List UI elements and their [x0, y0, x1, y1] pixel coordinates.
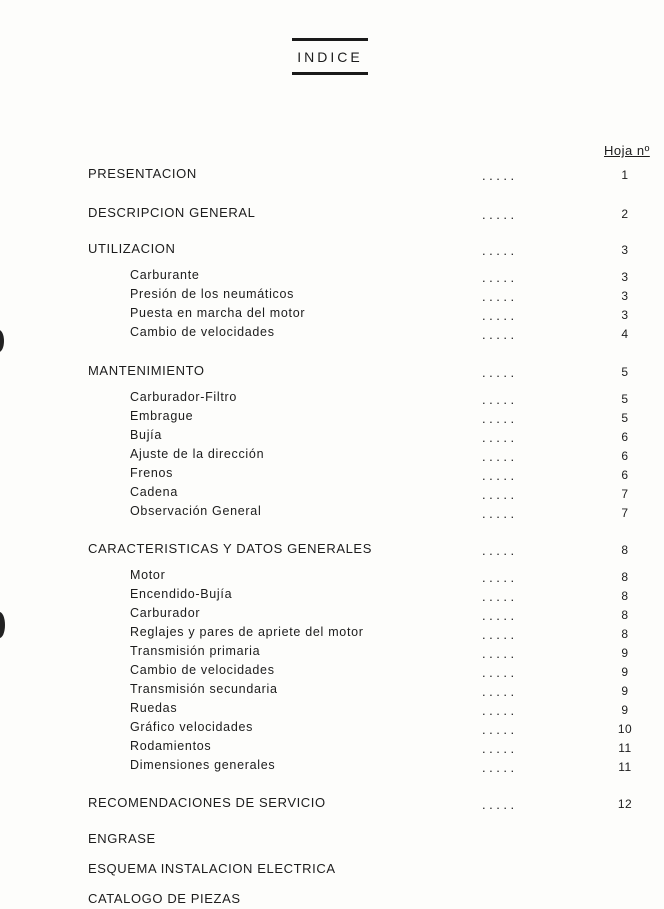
- toc-entry-leader-dots: .....: [482, 392, 518, 407]
- toc-entry: [0, 447, 664, 465]
- toc-entry-page-number: 10: [617, 722, 633, 736]
- toc-entry: [0, 891, 664, 909]
- toc-entry-leader-dots: .....: [482, 449, 518, 464]
- toc-entry-label: MANTENIMIENTO: [88, 363, 205, 378]
- title-rule-bottom: [292, 72, 368, 75]
- toc-entry-label: Encendido-Bujía: [130, 587, 233, 601]
- toc-entry-leader-dots: .....: [482, 207, 518, 222]
- toc-entry-leader-dots: .....: [482, 430, 518, 445]
- toc-entry-label: Carburador: [130, 606, 201, 620]
- toc-entry-label: ESQUEMA INSTALACION ELECTRICA: [88, 861, 336, 876]
- toc-entry-page-number: 7: [621, 506, 629, 520]
- toc-entry-leader-dots: .....: [482, 365, 518, 380]
- toc-entry-leader-dots: .....: [482, 797, 518, 812]
- toc-entry-label: CARACTERISTICAS Y DATOS GENERALES: [88, 541, 372, 556]
- toc-entry-label: Puesta en marcha del motor: [130, 306, 306, 320]
- toc-entry: [0, 205, 664, 223]
- toc-entry-label: Ajuste de la dirección: [130, 447, 265, 461]
- toc-entry-leader-dots: .....: [482, 308, 518, 323]
- toc-entry-label: Gráfico velocidades: [130, 720, 254, 734]
- toc-entry: [0, 644, 664, 662]
- toc-entry-page-number: 8: [621, 570, 629, 584]
- toc-entry-label: CATALOGO DE PIEZAS: [88, 891, 241, 906]
- toc-entry: [0, 241, 664, 259]
- toc-entry: [0, 409, 664, 427]
- toc-entry-page-number: 9: [621, 684, 629, 698]
- toc-entry-label: RECOMENDACIONES DE SERVICIO: [88, 795, 326, 810]
- toc-entry-page-number: 6: [621, 430, 629, 444]
- toc-entry-page-number: 6: [621, 468, 629, 482]
- toc-entry: [0, 390, 664, 408]
- toc-entry-leader-dots: .....: [482, 411, 518, 426]
- toc-entry-label: Rodamientos: [130, 739, 212, 753]
- toc-entry-page-number: 5: [621, 365, 629, 379]
- toc-entry-page-number: 12: [617, 797, 633, 811]
- toc-entry-label: Frenos: [130, 466, 174, 480]
- toc-entry-leader-dots: .....: [482, 741, 518, 756]
- toc-entry-page-number: 7: [621, 487, 629, 501]
- toc-entry-label: ENGRASE: [88, 831, 156, 846]
- toc-entry: [0, 625, 664, 643]
- toc-entry-leader-dots: .....: [482, 684, 518, 699]
- toc-entry-page-number: 8: [621, 589, 629, 603]
- toc-entry: [0, 428, 664, 446]
- toc-entry-page-number: 3: [621, 308, 629, 322]
- toc-entry-leader-dots: .....: [482, 665, 518, 680]
- page-column-header: Hoja nº: [604, 143, 650, 158]
- toc-entry-page-number: 9: [621, 703, 629, 717]
- toc-entry-leader-dots: .....: [482, 703, 518, 718]
- toc-entry-page-number: 8: [621, 627, 629, 641]
- toc-entry-leader-dots: .....: [482, 270, 518, 285]
- toc-entry: [0, 268, 664, 286]
- toc-entry-page-number: 4: [621, 327, 629, 341]
- toc-entry-label: Cadena: [130, 485, 178, 499]
- toc-entry-page-number: 3: [621, 270, 629, 284]
- toc-entry-leader-dots: .....: [482, 468, 518, 483]
- toc-entry: [0, 541, 664, 559]
- toc-entry: [0, 795, 664, 813]
- toc-entry-label: Observación General: [130, 504, 262, 518]
- toc-entry-page-number: 1: [621, 168, 629, 182]
- toc-entry-label: Reglajes y pares de apriete del motor: [130, 625, 364, 639]
- page-title: INDICE: [297, 49, 363, 65]
- toc-entry-leader-dots: .....: [482, 589, 518, 604]
- toc-entry-page-number: 8: [621, 608, 629, 622]
- toc-entry-leader-dots: .....: [482, 168, 518, 183]
- toc-entry-label: Transmisión primaria: [130, 644, 261, 658]
- toc-entry-label: Embrague: [130, 409, 194, 423]
- toc-entry: [0, 606, 664, 624]
- toc-entry: [0, 504, 664, 522]
- toc-entry: [0, 466, 664, 484]
- toc-entry: [0, 363, 664, 381]
- toc-entry: [0, 287, 664, 305]
- toc-entry-leader-dots: .....: [482, 608, 518, 623]
- toc-entry-leader-dots: .....: [482, 722, 518, 737]
- toc-entry-label: Transmisión secundaria: [130, 682, 278, 696]
- toc-entry: [0, 166, 664, 184]
- toc-entry: [0, 720, 664, 738]
- toc-entry-label: PRESENTACION: [88, 166, 197, 181]
- toc-entry-page-number: 5: [621, 411, 629, 425]
- toc-entry: [0, 325, 664, 343]
- toc-entry: [0, 587, 664, 605]
- toc-entry: [0, 568, 664, 586]
- toc-entry-page-number: 3: [621, 243, 629, 257]
- toc-entry-page-number: 11: [618, 760, 632, 774]
- toc-entry-leader-dots: .....: [482, 646, 518, 661]
- toc-entry-page-number: 3: [621, 289, 629, 303]
- toc-entry-label: Motor: [130, 568, 166, 582]
- toc-entry-page-number: 6: [621, 449, 629, 463]
- toc-entry: [0, 758, 664, 776]
- toc-entry-label: UTILIZACION: [88, 241, 176, 256]
- toc-entry-leader-dots: .....: [482, 570, 518, 585]
- toc-entry-page-number: 11: [618, 741, 632, 755]
- toc-entry-label: Bujía: [130, 428, 162, 442]
- toc-entry-leader-dots: .....: [482, 760, 518, 775]
- toc-entry-leader-dots: .....: [482, 289, 518, 304]
- title-block: [290, 38, 370, 75]
- toc-entry: [0, 485, 664, 503]
- toc-entry-leader-dots: .....: [482, 487, 518, 502]
- toc-entry: [0, 701, 664, 719]
- toc-entry-label: Carburador-Filtro: [130, 390, 238, 404]
- toc-entry-label: Carburante: [130, 268, 200, 282]
- toc-entry: [0, 831, 664, 849]
- toc-entry-page-number: 9: [621, 646, 629, 660]
- toc-entry-leader-dots: .....: [482, 627, 518, 642]
- toc-entry: [0, 682, 664, 700]
- toc-entry-leader-dots: .....: [482, 543, 518, 558]
- toc-entry-label: DESCRIPCION GENERAL: [88, 205, 256, 220]
- toc-entry-leader-dots: .....: [482, 327, 518, 342]
- toc-entry-label: Cambio de velocidades: [130, 325, 275, 339]
- toc-entry: [0, 306, 664, 324]
- toc-entry-label: Ruedas: [130, 701, 178, 715]
- toc-entry: [0, 861, 664, 879]
- toc-entry-page-number: 9: [621, 665, 629, 679]
- toc-entry-page-number: 5: [621, 392, 629, 406]
- toc-entry-leader-dots: .....: [482, 506, 518, 521]
- toc-entry: [0, 663, 664, 681]
- toc-entry-label: Presión de los neumáticos: [130, 287, 295, 301]
- toc-entry: [0, 739, 664, 757]
- toc-entry-leader-dots: .....: [482, 243, 518, 258]
- toc-entry-label: Dimensiones generales: [130, 758, 276, 772]
- toc-entry-page-number: 2: [621, 207, 629, 221]
- toc-entry-page-number: 8: [621, 543, 629, 557]
- toc-entry-label: Cambio de velocidades: [130, 663, 275, 677]
